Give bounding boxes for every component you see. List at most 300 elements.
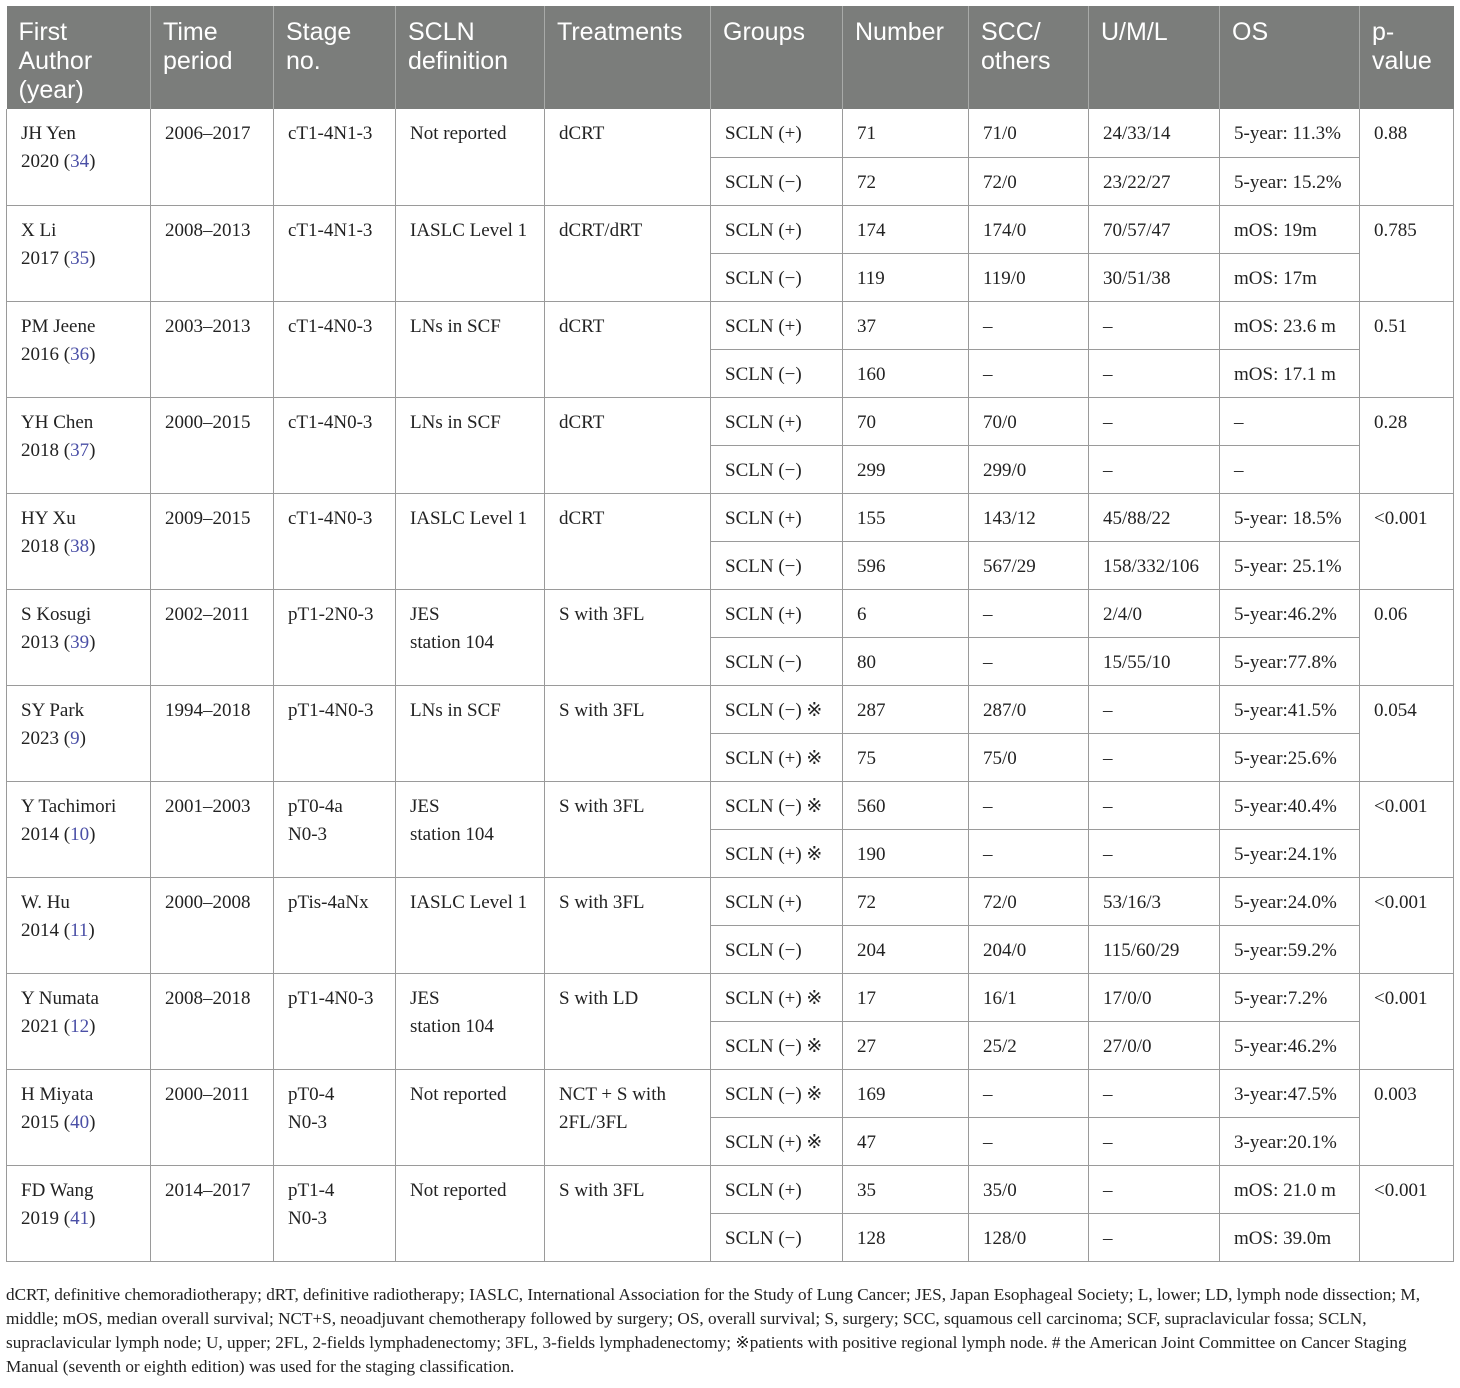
cell-text: N0-3 [288, 1111, 328, 1133]
author-year: 2016 [21, 343, 59, 365]
group-cell: SCLN (−) ※ [711, 781, 843, 829]
p-value-cell: 0.51 [1360, 301, 1454, 397]
group-cell: SCLN (−) [711, 925, 843, 973]
number-cell: 72 [843, 157, 969, 205]
time-period-cell: 2008–2018 [151, 973, 274, 1069]
cell-text: cT1-4N0-3 [288, 507, 373, 529]
cell-text: LNs in SCF [410, 315, 501, 337]
cell-text: dCRT [559, 507, 605, 529]
os-cell: 5-year:77.8% [1220, 637, 1360, 685]
group-cell: SCLN (−) [711, 253, 843, 301]
os-cell: 5-year:40.4% [1220, 781, 1360, 829]
cell-text: pT0-4 [288, 1083, 335, 1105]
uml-cell: 158/332/106 [1089, 541, 1220, 589]
group-cell: SCLN (+) ※ [711, 973, 843, 1021]
reference-link[interactable]: 40 [70, 1111, 90, 1133]
os-cell: – [1220, 397, 1360, 445]
scc-cell: 174/0 [969, 205, 1089, 253]
author-cell: JH Yen 2020 (34) [7, 109, 151, 205]
uml-cell: – [1089, 445, 1220, 493]
table-body [7, 109, 1454, 1261]
cell-text: N0-3 [288, 823, 328, 845]
time-period-cell: 1994–2018 [151, 685, 274, 781]
os-cell: mOS: 23.6 m [1220, 301, 1360, 349]
table-row [7, 1165, 1454, 1213]
p-value-cell: 0.88 [1360, 109, 1454, 205]
scc-cell: 16/1 [969, 973, 1089, 1021]
time-period-cell: 2000–2015 [151, 397, 274, 493]
time-period-cell: 2014–2017 [151, 1165, 274, 1261]
definition-cell [396, 301, 545, 397]
treatment-cell [545, 781, 711, 877]
scc-cell: 72/0 [969, 157, 1089, 205]
uml-cell: – [1089, 1117, 1220, 1165]
time-period-cell: 2008–2013 [151, 205, 274, 301]
uml-cell: 53/16/3 [1089, 877, 1220, 925]
p-value-cell: <0.001 [1360, 1165, 1454, 1261]
reference-link[interactable]: 34 [70, 151, 90, 172]
author-name: H Miyata [21, 1083, 94, 1105]
author-year: 2018 [21, 535, 59, 557]
column-header [969, 6, 1089, 109]
table-footnote: dCRT, definitive chemoradiotherapy; dRT, definitive radiotherapy; IASLC, International Association for the Study of Lung Cancer; JES, Japan Esophageal Society; L, lower; LD, lymph node dissection; M, middle; mOS, median overall survival; NCT+S, neoadjuvant chemotherapy followed by surgery; OS, overall survival; S, surgery; SCC, squamous cell carcinoma; SCF, supraclavicular fossa; SCLN, supraclavicular lymph node; U, upper; 2FL, 2-fields lymphadenectomy; 3FL, 3-fields lymphadenectomy; ※patients with positive regional lymph node. # the American Joint Committee on Cancer Staging Manual (seventh or eighth edition) was used for the staging classification. [6, 1285, 1421, 1376]
table-row [7, 301, 1454, 349]
author-cell: PM Jeene 2016 (36) [7, 301, 151, 397]
treatment-cell [545, 109, 711, 205]
cell-text: pT1-4N0-3 [288, 987, 374, 1009]
cell-text: dCRT [559, 315, 605, 337]
number-cell: 128 [843, 1213, 969, 1261]
os-cell: 5-year: 18.5% [1220, 493, 1360, 541]
scc-cell: 143/12 [969, 493, 1089, 541]
time-period-cell: 2006–2017 [151, 109, 274, 205]
reference-link[interactable]: 36 [70, 343, 90, 365]
scc-cell: – [969, 829, 1089, 877]
author-cell: W. Hu 2014 (11) [7, 877, 151, 973]
uml-cell: – [1089, 733, 1220, 781]
column-header-text: Treatments [557, 18, 683, 46]
os-cell: 5-year:41.5% [1220, 685, 1360, 733]
author-cell: H Miyata 2015 (40) [7, 1069, 151, 1165]
cell-text: IASLC Level 1 [410, 507, 528, 529]
table-row [7, 877, 1454, 925]
scc-cell: 567/29 [969, 541, 1089, 589]
column-header-text: First [18, 18, 68, 46]
p-value-cell: 0.003 [1360, 1069, 1454, 1165]
uml-cell: – [1089, 781, 1220, 829]
uml-cell: – [1089, 349, 1220, 397]
scc-cell: 35/0 [969, 1165, 1089, 1213]
column-header-text: definition [408, 47, 509, 75]
column-header-text: (year) [18, 76, 84, 104]
scc-cell: 299/0 [969, 445, 1089, 493]
os-cell: 5-year: 15.2% [1220, 157, 1360, 205]
author-year: 2014 [21, 823, 59, 845]
stage-cell [274, 205, 396, 301]
author-year: 2019 [21, 1207, 59, 1229]
table-row [7, 1069, 1454, 1117]
author-cell: X Li 2017 (35) [7, 205, 151, 301]
stage-cell [274, 301, 396, 397]
number-cell: 155 [843, 493, 969, 541]
scc-cell: – [969, 637, 1089, 685]
group-cell: SCLN (−) [711, 157, 843, 205]
cell-text: dCRT [559, 123, 605, 144]
os-cell: 5-year:59.2% [1220, 925, 1360, 973]
reference-link[interactable]: 9 [70, 727, 80, 749]
uml-cell: – [1089, 397, 1220, 445]
column-header-text: value [1372, 47, 1432, 75]
p-value-cell: 0.28 [1360, 397, 1454, 493]
author-name: Y Numata [21, 987, 99, 1009]
stage-cell [274, 1069, 396, 1165]
number-cell: 299 [843, 445, 969, 493]
os-cell: mOS: 17m [1220, 253, 1360, 301]
column-header-text: others [981, 47, 1051, 75]
definition-cell [396, 397, 545, 493]
uml-cell: 45/88/22 [1089, 493, 1220, 541]
author-cell: HY Xu 2018 (38) [7, 493, 151, 589]
definition-cell [396, 1165, 545, 1261]
author-name: SY Park [21, 699, 85, 721]
number-cell: 37 [843, 301, 969, 349]
author-year: 2015 [21, 1111, 59, 1133]
cell-text: station 104 [410, 1015, 494, 1037]
group-cell: SCLN (+) [711, 397, 843, 445]
p-value-cell: <0.001 [1360, 781, 1454, 877]
cell-text: LNs in SCF [410, 699, 501, 721]
uml-cell: 27/0/0 [1089, 1021, 1220, 1069]
treatment-cell [545, 301, 711, 397]
time-period-cell: 2003–2013 [151, 301, 274, 397]
scc-cell: 70/0 [969, 397, 1089, 445]
treatment-cell [545, 397, 711, 493]
uml-cell: – [1089, 1213, 1220, 1261]
treatment-cell [545, 493, 711, 589]
table-row [7, 685, 1454, 733]
author-cell: YH Chen 2018 (37) [7, 397, 151, 493]
reference-link[interactable]: 38 [70, 535, 90, 557]
scc-cell: – [969, 589, 1089, 637]
data-table [6, 6, 1454, 1262]
cell-text: S with 3FL [559, 603, 645, 625]
table-row [7, 397, 1454, 445]
os-cell: 5-year: 25.1% [1220, 541, 1360, 589]
cell-text: S with 3FL [559, 891, 645, 913]
cell-text: cT1-4N1-3 [288, 123, 373, 144]
uml-cell: 2/4/0 [1089, 589, 1220, 637]
author-name: FD Wang [21, 1179, 94, 1201]
author-year: 2013 [21, 631, 59, 653]
scc-cell: 119/0 [969, 253, 1089, 301]
os-cell: – [1220, 445, 1360, 493]
cell-text: IASLC Level 1 [410, 891, 528, 913]
group-cell: SCLN (+) ※ [711, 1117, 843, 1165]
uml-cell: 23/22/27 [1089, 157, 1220, 205]
group-cell: SCLN (−) [711, 349, 843, 397]
author-name: HY Xu [21, 507, 76, 529]
cell-text: cT1-4N0-3 [288, 315, 373, 337]
cell-text: cT1-4N1-3 [288, 219, 373, 241]
column-header [843, 6, 969, 109]
time-period-cell: 2002–2011 [151, 589, 274, 685]
number-cell: 190 [843, 829, 969, 877]
author-year: 2018 [21, 439, 59, 461]
definition-cell [396, 685, 545, 781]
os-cell: 5-year:7.2% [1220, 973, 1360, 1021]
cell-text: cT1-4N0-3 [288, 411, 373, 433]
column-header-text: SCLN [408, 18, 475, 46]
cell-text: pT1-4N0-3 [288, 699, 374, 721]
number-cell: 47 [843, 1117, 969, 1165]
number-cell: 169 [843, 1069, 969, 1117]
cell-text: dCRT [559, 411, 605, 433]
treatment-cell [545, 1069, 711, 1165]
treatment-cell [545, 589, 711, 685]
scc-cell: 75/0 [969, 733, 1089, 781]
treatment-cell [545, 685, 711, 781]
number-cell: 80 [843, 637, 969, 685]
reference-link[interactable]: 12 [70, 1015, 90, 1037]
table-row [7, 973, 1454, 1021]
scc-cell: – [969, 781, 1089, 829]
time-period-cell: 2009–2015 [151, 493, 274, 589]
cell-text: JES [410, 795, 440, 817]
cell-text: IASLC Level 1 [410, 219, 528, 241]
uml-cell: – [1089, 829, 1220, 877]
cell-text: S with 3FL [559, 795, 645, 817]
column-header-text: Groups [723, 18, 805, 46]
cell-text: Not reported [410, 1083, 507, 1105]
column-header [1360, 6, 1454, 109]
os-cell: 5-year:24.0% [1220, 877, 1360, 925]
os-cell: mOS: 21.0 m [1220, 1165, 1360, 1213]
group-cell: SCLN (+) [711, 589, 843, 637]
treatment-cell [545, 205, 711, 301]
column-header-text: period [163, 47, 233, 75]
reference-link[interactable]: 35 [70, 247, 90, 269]
group-cell: SCLN (−) ※ [711, 685, 843, 733]
os-cell: 5-year:46.2% [1220, 1021, 1360, 1069]
group-cell: SCLN (−) ※ [711, 1021, 843, 1069]
author-cell: SY Park 2023 (9) [7, 685, 151, 781]
column-header [7, 6, 151, 109]
author-name: YH Chen [21, 411, 94, 433]
scc-cell: 71/0 [969, 109, 1089, 157]
author-year: 2014 [21, 919, 59, 941]
stage-cell [274, 877, 396, 973]
column-header-text: SCC/ [981, 18, 1041, 46]
cell-text: S with 3FL [559, 699, 645, 721]
number-cell: 6 [843, 589, 969, 637]
scc-cell: 72/0 [969, 877, 1089, 925]
os-cell: 5-year: 11.3% [1220, 109, 1360, 157]
cell-text: pTis-4aNx [288, 891, 369, 913]
number-cell: 17 [843, 973, 969, 1021]
scc-cell: – [969, 1117, 1089, 1165]
definition-cell [396, 493, 545, 589]
cell-text: station 104 [410, 631, 494, 653]
author-name: JH Yen [21, 123, 76, 144]
scc-cell: – [969, 301, 1089, 349]
cell-text: S with 3FL [559, 1179, 645, 1201]
uml-cell: – [1089, 301, 1220, 349]
group-cell: SCLN (+) [711, 109, 843, 157]
scc-cell: 287/0 [969, 685, 1089, 733]
cell-text: Not reported [410, 123, 507, 144]
group-cell: SCLN (+) [711, 205, 843, 253]
author-year: 2017 [21, 247, 59, 269]
stage-cell [274, 1165, 396, 1261]
table-row [7, 109, 1454, 157]
uml-cell: 70/57/47 [1089, 205, 1220, 253]
number-cell: 596 [843, 541, 969, 589]
stage-cell [274, 589, 396, 685]
column-header-text: U/M/L [1101, 18, 1168, 46]
author-cell: FD Wang 2019 (41) [7, 1165, 151, 1261]
number-cell: 27 [843, 1021, 969, 1069]
author-cell: S Kosugi 2013 (39) [7, 589, 151, 685]
definition-cell [396, 973, 545, 1069]
reference-link[interactable]: 37 [70, 439, 90, 461]
group-cell: SCLN (+) [711, 493, 843, 541]
reference-link[interactable]: 10 [70, 823, 90, 845]
scc-cell: 204/0 [969, 925, 1089, 973]
author-year: 2021 [21, 1015, 59, 1037]
treatment-cell [545, 973, 711, 1069]
author-name: Y Tachimori [21, 795, 117, 817]
time-period-cell: 2000–2008 [151, 877, 274, 973]
author-name: X Li [21, 219, 57, 241]
definition-cell [396, 109, 545, 205]
column-header-text: Time [163, 18, 218, 46]
os-cell: mOS: 39.0m [1220, 1213, 1360, 1261]
cell-text: NCT + S with [559, 1083, 666, 1105]
number-cell: 72 [843, 877, 969, 925]
treatment-cell [545, 1165, 711, 1261]
group-cell: SCLN (+) ※ [711, 733, 843, 781]
number-cell: 71 [843, 109, 969, 157]
uml-cell: – [1089, 1165, 1220, 1213]
number-cell: 119 [843, 253, 969, 301]
cell-text: pT1-4 [288, 1179, 335, 1201]
column-header [545, 6, 711, 109]
column-header [711, 6, 843, 109]
header-row [7, 6, 1454, 109]
author-name: S Kosugi [21, 603, 92, 625]
cell-text: pT0-4a [288, 795, 343, 817]
number-cell: 70 [843, 397, 969, 445]
cell-text: dCRT/dRT [559, 219, 643, 241]
column-header [1089, 6, 1220, 109]
reference-link[interactable]: 11 [70, 919, 89, 941]
os-cell: 3-year:20.1% [1220, 1117, 1360, 1165]
group-cell: SCLN (−) [711, 1213, 843, 1261]
number-cell: 160 [843, 349, 969, 397]
definition-cell [396, 589, 545, 685]
os-cell: 5-year:46.2% [1220, 589, 1360, 637]
stage-cell [274, 397, 396, 493]
p-value-cell: 0.054 [1360, 685, 1454, 781]
column-header-text: Author [18, 47, 93, 75]
os-cell: mOS: 19m [1220, 205, 1360, 253]
column-header [1220, 6, 1360, 109]
scc-cell: 128/0 [969, 1213, 1089, 1261]
os-cell: 3-year:47.5% [1220, 1069, 1360, 1117]
cell-text: 2FL/3FL [559, 1111, 628, 1133]
os-cell: 5-year:25.6% [1220, 733, 1360, 781]
column-header [151, 6, 274, 109]
os-cell: 5-year:24.1% [1220, 829, 1360, 877]
number-cell: 174 [843, 205, 969, 253]
time-period-cell: 2000–2011 [151, 1069, 274, 1165]
stage-cell [274, 685, 396, 781]
number-cell: 75 [843, 733, 969, 781]
cell-text: pT1-2N0-3 [288, 603, 374, 625]
column-header-text: no. [286, 47, 321, 75]
author-cell: Y Tachimori 2014 (10) [7, 781, 151, 877]
time-period-cell: 2001–2003 [151, 781, 274, 877]
author-year: 2020 [21, 151, 59, 172]
group-cell: SCLN (−) [711, 637, 843, 685]
definition-cell [396, 205, 545, 301]
column-header-text: OS [1232, 18, 1269, 46]
group-cell: SCLN (+) [711, 301, 843, 349]
uml-cell: – [1089, 1069, 1220, 1117]
table-row [7, 781, 1454, 829]
number-cell: 204 [843, 925, 969, 973]
number-cell: 560 [843, 781, 969, 829]
column-header-text: Stage [286, 18, 352, 46]
group-cell: SCLN (+) ※ [711, 829, 843, 877]
number-cell: 287 [843, 685, 969, 733]
uml-cell: 17/0/0 [1089, 973, 1220, 1021]
column-header [274, 6, 396, 109]
reference-link[interactable]: 39 [70, 631, 90, 653]
uml-cell: – [1089, 685, 1220, 733]
group-cell: SCLN (+) [711, 877, 843, 925]
definition-cell [396, 877, 545, 973]
stage-cell [274, 973, 396, 1069]
table-row [7, 493, 1454, 541]
cell-text: S with LD [559, 987, 639, 1009]
uml-cell: 115/60/29 [1089, 925, 1220, 973]
author-cell: Y Numata 2021 (12) [7, 973, 151, 1069]
uml-cell: 30/51/38 [1089, 253, 1220, 301]
reference-link[interactable]: 41 [70, 1207, 90, 1229]
author-name: W. Hu [21, 891, 70, 913]
stage-cell [274, 493, 396, 589]
group-cell: SCLN (−) [711, 445, 843, 493]
definition-cell [396, 1069, 545, 1165]
uml-cell: 24/33/14 [1089, 109, 1220, 157]
stage-cell [274, 781, 396, 877]
scc-cell: 25/2 [969, 1021, 1089, 1069]
uml-cell: 15/55/10 [1089, 637, 1220, 685]
author-year: 2023 [21, 727, 59, 749]
number-cell: 35 [843, 1165, 969, 1213]
table-container [6, 6, 1453, 1262]
column-header [396, 6, 545, 109]
os-cell: mOS: 17.1 m [1220, 349, 1360, 397]
column-header-text: p- [1372, 18, 1395, 46]
p-value-cell: <0.001 [1360, 973, 1454, 1069]
column-header-text: Number [855, 18, 944, 46]
stage-cell [274, 109, 396, 205]
cell-text: station 104 [410, 823, 494, 845]
group-cell: SCLN (−) ※ [711, 1069, 843, 1117]
scc-cell: – [969, 349, 1089, 397]
